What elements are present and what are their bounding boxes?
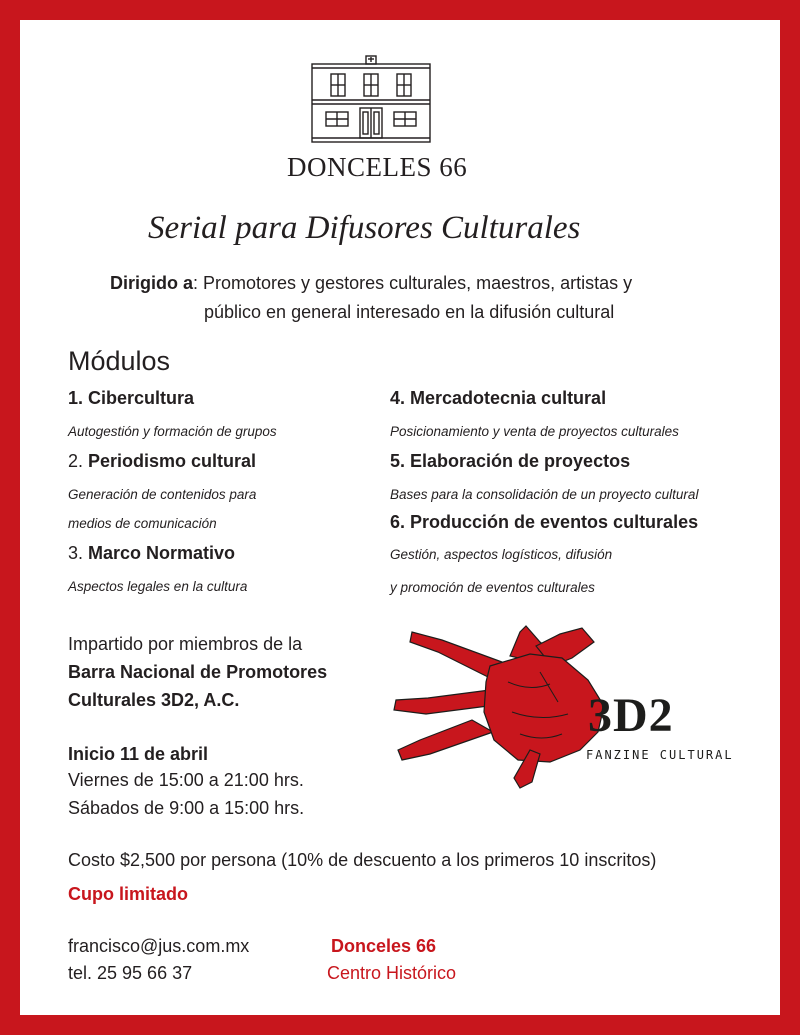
- instructors-org-2: Culturales 3D2, A.C.: [68, 690, 240, 710]
- audience-text-1: : Promotores y gestores culturales, maestros, artistas y: [193, 273, 633, 293]
- instructors-intro: Impartido por miembros de la: [68, 634, 303, 654]
- module-title: 5. Elaboración de proyectos: [390, 451, 631, 471]
- zine-tagline: FANZINE CULTURAL: [586, 748, 734, 762]
- audience-line-2: público en general interesado en la difusión cultural: [204, 302, 615, 322]
- module-desc: Gestión, aspectos logísticos, difusión: [390, 547, 613, 562]
- course-title: Serial para Difusores Culturales: [148, 210, 581, 246]
- module-title: 1. Cibercultura: [68, 388, 195, 408]
- module-title: 3. Marco Normativo: [68, 543, 236, 563]
- venue-address-area: Centro Histórico: [327, 963, 457, 983]
- limited-seats: Cupo limitado: [68, 884, 188, 904]
- zine-logo-text: 3D2: [588, 689, 674, 742]
- modules-heading: Módulos: [68, 346, 171, 376]
- contact-email: francisco@jus.com.mx: [68, 936, 250, 956]
- contact-phone: tel. 25 95 66 37: [68, 963, 193, 983]
- cost-line: Costo $2,500 por persona (10% de descuento a los primeros 10 inscritos): [68, 850, 657, 870]
- hand-3d2-logo: [390, 622, 725, 790]
- venue-name: DONCELES 66: [287, 152, 468, 182]
- module-desc: medios de comunicación: [68, 516, 217, 531]
- venue-address-name: Donceles 66: [331, 936, 437, 956]
- building-logo-icon: [310, 52, 432, 144]
- module-desc: Autogestión y formación de grupos: [68, 424, 277, 439]
- module-desc: y promoción de eventos culturales: [390, 580, 595, 595]
- module-desc: Bases para la consolidación de un proyecto cultural: [390, 487, 699, 502]
- module-title: 2. Periodismo cultural: [68, 451, 257, 471]
- module-desc: Aspectos legales en la cultura: [68, 579, 248, 594]
- schedule-saturdays: Sábados de 9:00 a 15:00 hrs.: [68, 798, 305, 818]
- module-desc: Posicionamiento y venta de proyectos culturales: [390, 424, 679, 439]
- audience-label: Dirigido a: [110, 273, 194, 293]
- module-desc: Generación de contenidos para: [68, 487, 257, 502]
- audience-line-1: [110, 273, 632, 294]
- start-date: Inicio 11 de abril: [68, 744, 209, 764]
- module-title: 4. Mercadotecnia cultural: [390, 388, 607, 408]
- module-title: 6. Producción de eventos culturales: [390, 512, 699, 532]
- schedule-fridays: Viernes de 15:00 a 21:00 hrs.: [68, 770, 304, 790]
- instructors-org-1: Barra Nacional de Promotores: [68, 662, 328, 682]
